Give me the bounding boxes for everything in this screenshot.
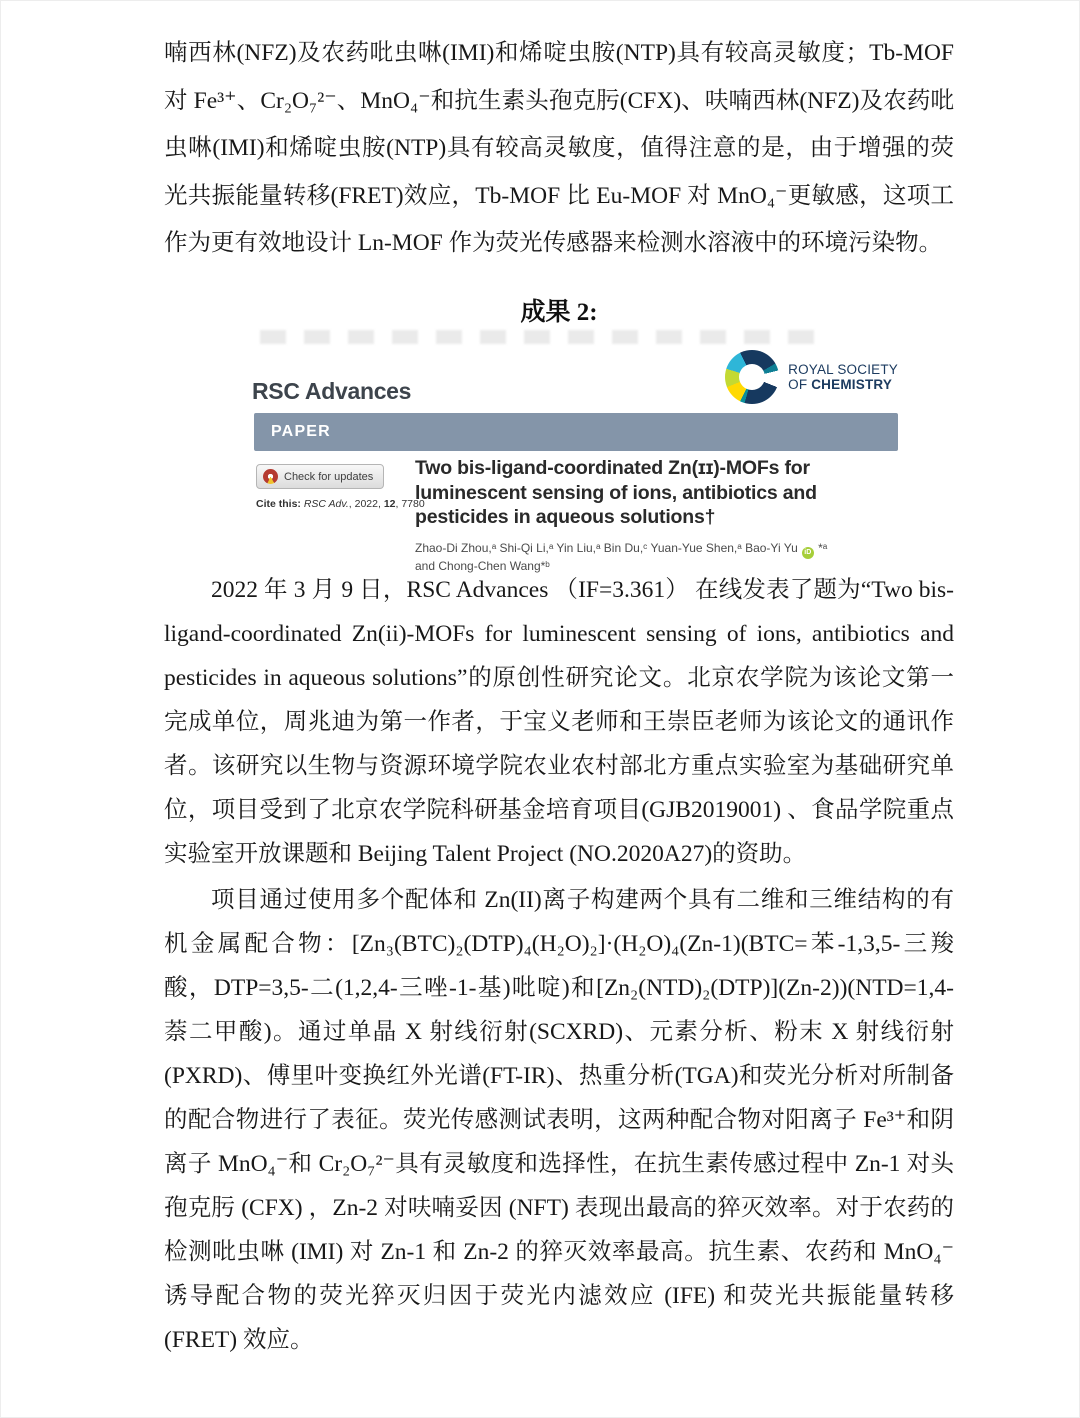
paper-title-line3: pesticides in aqueous solutions† — [415, 506, 716, 528]
authors-affiliation-mark: *ᵃ — [814, 540, 828, 555]
authors-text: Zhao-Di Zhou,ᵃ Shi-Qi Li,ᵃ Yin Liu,ᵃ Bin Du,ᶜ Yuan-Yue Shen,ᵃ Bao-Yi Yu — [415, 540, 798, 555]
publisher-of-text: OF — [788, 377, 812, 392]
rsc-c-icon — [725, 350, 779, 404]
paper-title-line1: Two bis-ligand-coordinated Zn(ɪɪ)-MOFs for — [415, 457, 810, 479]
paper-title — [415, 456, 897, 530]
journal-name: RSC Advances — [252, 378, 412, 404]
publisher-logo — [725, 350, 898, 404]
cite-year: , 2022, — [348, 498, 384, 510]
article-meta-column — [256, 464, 425, 510]
cite-volume: 12 — [383, 498, 396, 510]
check-for-updates-label: Check for updates — [284, 470, 374, 483]
citation-line — [256, 498, 425, 510]
cite-prefix: Cite this: — [256, 498, 304, 510]
journal-article-screenshot — [252, 328, 900, 573]
publisher-name-line2 — [788, 377, 898, 393]
orcid-icon[interactable]: iD — [802, 547, 814, 559]
paragraph-continuation: 喃西林(NFZ)及农药吡虫啉(IMI)和烯啶虫胺(NTP)具有较高灵敏度；Tb-MOF 对 Fe³⁺、Cr₂O₇²⁻、MnO₄⁻和抗生素头孢克肟(CFX)、呋喃西林(NFZ)及农药吡虫啉(IMI)和烯啶虫胺(NTP)具有较高灵敏度，值得注意的是，由于增强的荧光共振能量转移(FRET)效应，Tb-MOF 比 Eu-MOF 对 MnO₄⁻更敏感，这项工作为更有效地设计 Ln-MOF 作为荧光传感器来检测水溶液中的环境污染物。 — [164, 40, 954, 256]
publisher-chemistry-text: CHEMISTRY — [811, 377, 893, 392]
paper-title-line2: luminescent sensing of ions, antibiotics and — [415, 481, 817, 504]
publisher-name — [788, 362, 898, 393]
section-heading: 成果 2: — [520, 299, 598, 326]
check-for-updates-button[interactable] — [256, 464, 384, 489]
article-title-column — [415, 456, 897, 574]
paragraph-research-summary: 项目通过使用多个配体和 Zn(II)离子构建两个具有二维和三维结构的有机金属配合物：[Zn₃(BTC)₂(DTP)₄(H₂O)₂]·(H₂O)₄(Zn-1)(BTC=苯-1,3,5-三羧酸，DTP=3,5-二(1,2,4-三唑-1-基)吡啶)和[Zn₂(NTD)₂(DTP)](Zn-2))(NTD=1,4-萘二甲酸)。通过单晶 X 射线衍射(SCXRD)、元素分析、粉末 X 射线衍射(PXRD)、傅里叶变换红外光谱(FT-IR)、热重分析(TGA)和荧光分析对所制备的配合物进行了表征。荧光传感测试表明，这两种配合物对阳离子 Fe³⁺和阴离子 MnO₄⁻和 Cr₂O₇²⁻具有灵敏度和选择性，在抗生素传感过程中 Zn-1 对头孢克肟 (CFX) ，Zn-2 对呋喃妥因 (NFT) 表现出最高的猝灭效率。对于农药的检测吡虫啉 (IMI) 对 Zn-1 和 Zn-2 的猝灭效率最高。抗生素、农药和 MnO₄⁻诱导配合物的荧光猝灭归因于荧光内滤效应 (IFE) 和荧光共振能量转移 (FRET) 效应。 — [164, 887, 954, 1353]
cite-page: , 7780 — [395, 498, 425, 510]
cite-journal-abbrev: RSC Adv. — [303, 498, 349, 510]
authors-text-line2: and Chong-Chen Wang*ᵇ — [415, 558, 550, 573]
paragraph-publication-info: 2022 年 3 月 9 日，RSC Advances （IF=3.361） 在线发表了题为“Two bis-ligand-coordinated Zn(ii)-MOFs for luminescent sensing of ions, antibiotics and pesticides in aqueous solutions”的原创性研究论文。北京农学院为该论文第一完成单位，周兆迪为第一作者，于宝义老师和王崇臣老师为该论文的通讯作者。该研究以生物与资源环境学院农业农村部北方重点实验室为基础研究单位，项目受到了北京农学院科研基金培育项目(GJB2019001) 、食品学院重点实验室开放课题和 Beijing Talent Project (NO.2020A27)的资助。 — [164, 577, 954, 867]
paper-type-banner: PAPER — [254, 413, 898, 451]
crossmark-icon — [263, 469, 278, 484]
publisher-name-line1: ROYAL SOCIETY — [788, 361, 898, 377]
blurred-header-artifact — [260, 330, 820, 344]
